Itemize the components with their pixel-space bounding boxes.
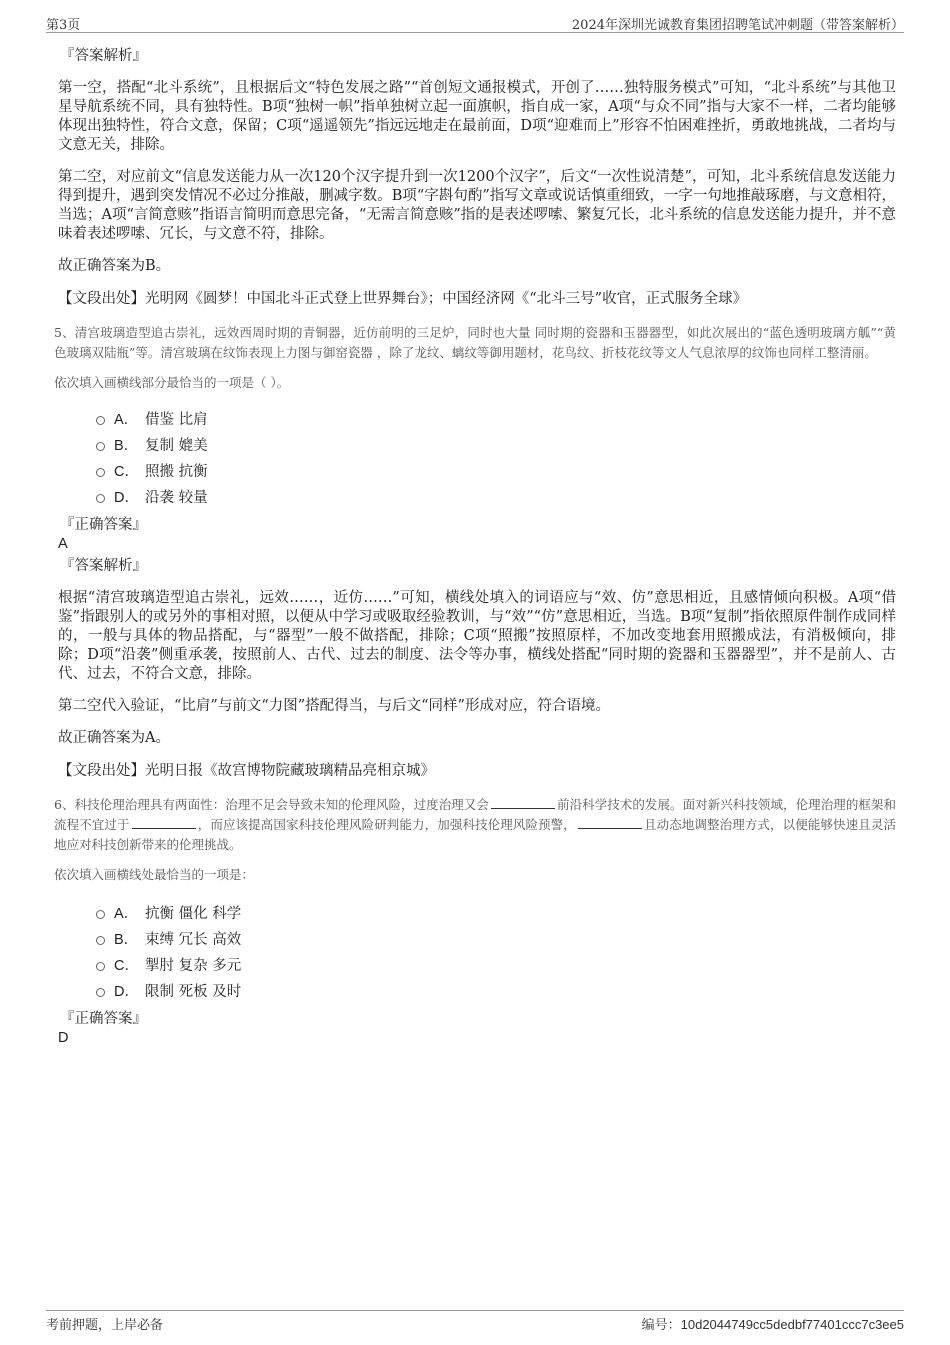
fill-blank xyxy=(132,816,196,829)
radio-icon[interactable] xyxy=(96,416,105,425)
option-list xyxy=(58,901,896,1005)
question-stem: 5、清宫玻璃造型追古崇礼，远效西周时期的青铜器，近仿前明的三足炉，同时也大量 同时期的瓷器和玉器器型，如此次展出的“蓝色透明玻璃方觚”“黄色玻璃双陆瓶”等。清宫玻璃在纹饰表现上力图与御窑瓷器 ，除了龙纹、螭纹等御用题材，花鸟纹、折枝花纹等文人气息浓厚的纹饰也同样工整清丽。 xyxy=(54,325,896,360)
analysis-paragraph: 根据“清宫玻璃造型追古崇礼，远效……，近仿……”可知，横线处填入的词语应与“效、仿”意思相近，且感情倾向积极。A项“借鉴”指跟别人的或另外的事相对照，以便从中学习或吸取经验教训，与“效”“仿”意思相近，当选。B项“复制”指依照原件制作成同样的，一般与具体的物品搭配，与“器型”一般不做搭配，排除；C项“照搬”按照原样，不加改变地套用照搬成法，有消极倾向，排除；D项“沿袭”侧重承袭，按照前人、古代、过去的制度、法令等办事，横线处搭配“同时期的瓷器和玉器器型”，并不是前人、古代、过去，不符合文意，排除。 xyxy=(58,590,896,682)
page-header xyxy=(46,14,904,33)
fill-blank xyxy=(578,816,642,829)
analysis-paragraph: 第二空代入验证，“比肩”与前文“力图”搭配得当，与后文“同样”形成对应，符合语境。 xyxy=(58,698,610,714)
radio-icon[interactable] xyxy=(96,442,105,451)
option-b[interactable]: B． 束缚 冗长 高效 xyxy=(58,927,896,953)
question-stem: 6、科技伦理治理具有两面性：治理不足会导致未知的伦理风险，过度治理又会 前沿科学技术的发展。面对新兴科技领域，伦理治理的框架和流程不宜过于 ，而应该提高国家科技伦理风险研判能力，加强科技伦理风险预警， 且动态地调整治理方式，以便能够快速且灵活地应对科技创新带来的伦理挑战。 xyxy=(54,797,896,852)
option-d[interactable]: D． 沿袭 较量 xyxy=(58,485,896,511)
conclusion: 故正确答案为A。 xyxy=(58,730,170,746)
page-number: 第3页 xyxy=(46,18,81,33)
answer-tag: 『正确答案』 xyxy=(60,1011,147,1027)
analysis-tag: 『答案解析』 xyxy=(60,48,147,64)
option-a[interactable]: A． 借鉴 比肩 xyxy=(58,407,896,433)
option-d[interactable]: D． 限制 死板 及时 xyxy=(58,979,896,1005)
analysis-tag: 『答案解析』 xyxy=(60,558,147,574)
source-note: 【文段出处】光明网《圆梦！中国北斗正式登上世界舞台》；中国经济网《“北斗三号”收官，正式服务全球》 xyxy=(58,291,748,307)
radio-icon[interactable] xyxy=(96,936,105,945)
analysis-paragraph: 第二空，对应前文“信息发送能力从一次120个汉字提升到一次1200个汉字”，后文“一次性说清楚”，可知，北斗系统信息发送能力得到提升，遇到突发情况不必过分推敲，删减字数。B项“字斟句酌”指写文章或说话慎重细致，一字一句地推敲琢磨，与文意相符，当选；A项“言简意赅”指语言简明而意思完备，“无需言简意赅”指的是表述啰嗦、繁复冗长，北斗系统的信息发送能力提升，并不意味着表述啰嗦、冗长，与文意不符，排除。 xyxy=(58,169,896,242)
source-note: 【文段出处】光明日报《故宫博物院藏玻璃精品亮相京城》 xyxy=(58,763,435,779)
document-body xyxy=(54,46,896,1048)
question-prompt: 依次填入画横线处最恰当的一项是： xyxy=(54,867,255,882)
radio-icon[interactable] xyxy=(96,494,105,503)
document-title: 2024年深圳光诚教育集团招聘笔试冲刺题（带答案解析） xyxy=(571,18,904,33)
option-c[interactable]: C． 照搬 抗衡 xyxy=(58,459,896,485)
radio-icon[interactable] xyxy=(96,962,105,971)
question-prompt: 依次填入画横线部分最恰当的一项是（ ）。 xyxy=(54,375,290,390)
radio-icon[interactable] xyxy=(96,910,105,919)
analysis-paragraph: 第一空，搭配“北斗系统”，且根据后文“特色发展之路”“首创短文通报模式，开创了……独特服务模式”可知，“北斗系统”与其他卫星导航系统不同，具有独特性。B项“独树一帜”指单独树立起一面旗帜，指自成一家，A项“与众不同”指与大家不一样，二者均能够体现出独特性，符合文意，保留；C项“遥遥领先”指远远地走在最前面，D项“迎难而上”形容不怕困难挫折，勇敢地挑战，二者均与文意无关，排除。 xyxy=(58,80,896,153)
footer-slogan: 考前押题，上岸必备 xyxy=(46,1318,164,1333)
option-a[interactable]: A． 抗衡 僵化 科学 xyxy=(58,901,896,927)
correct-answer: D xyxy=(58,1030,69,1046)
radio-icon[interactable] xyxy=(96,988,105,997)
document-id: 编号：10d2044749cc5dedbf77401ccc7c3ee5 xyxy=(641,1317,904,1332)
answer-tag: 『正确答案』 xyxy=(60,517,147,533)
option-c[interactable]: C． 掣肘 复杂 多元 xyxy=(58,953,896,979)
option-b[interactable]: B． 复制 媲美 xyxy=(58,433,896,459)
fill-blank xyxy=(491,796,555,809)
option-list xyxy=(58,407,896,511)
correct-answer: A xyxy=(58,536,68,552)
radio-icon[interactable] xyxy=(96,468,105,477)
page-footer xyxy=(46,1310,904,1331)
conclusion: 故正确答案为B。 xyxy=(58,258,171,274)
